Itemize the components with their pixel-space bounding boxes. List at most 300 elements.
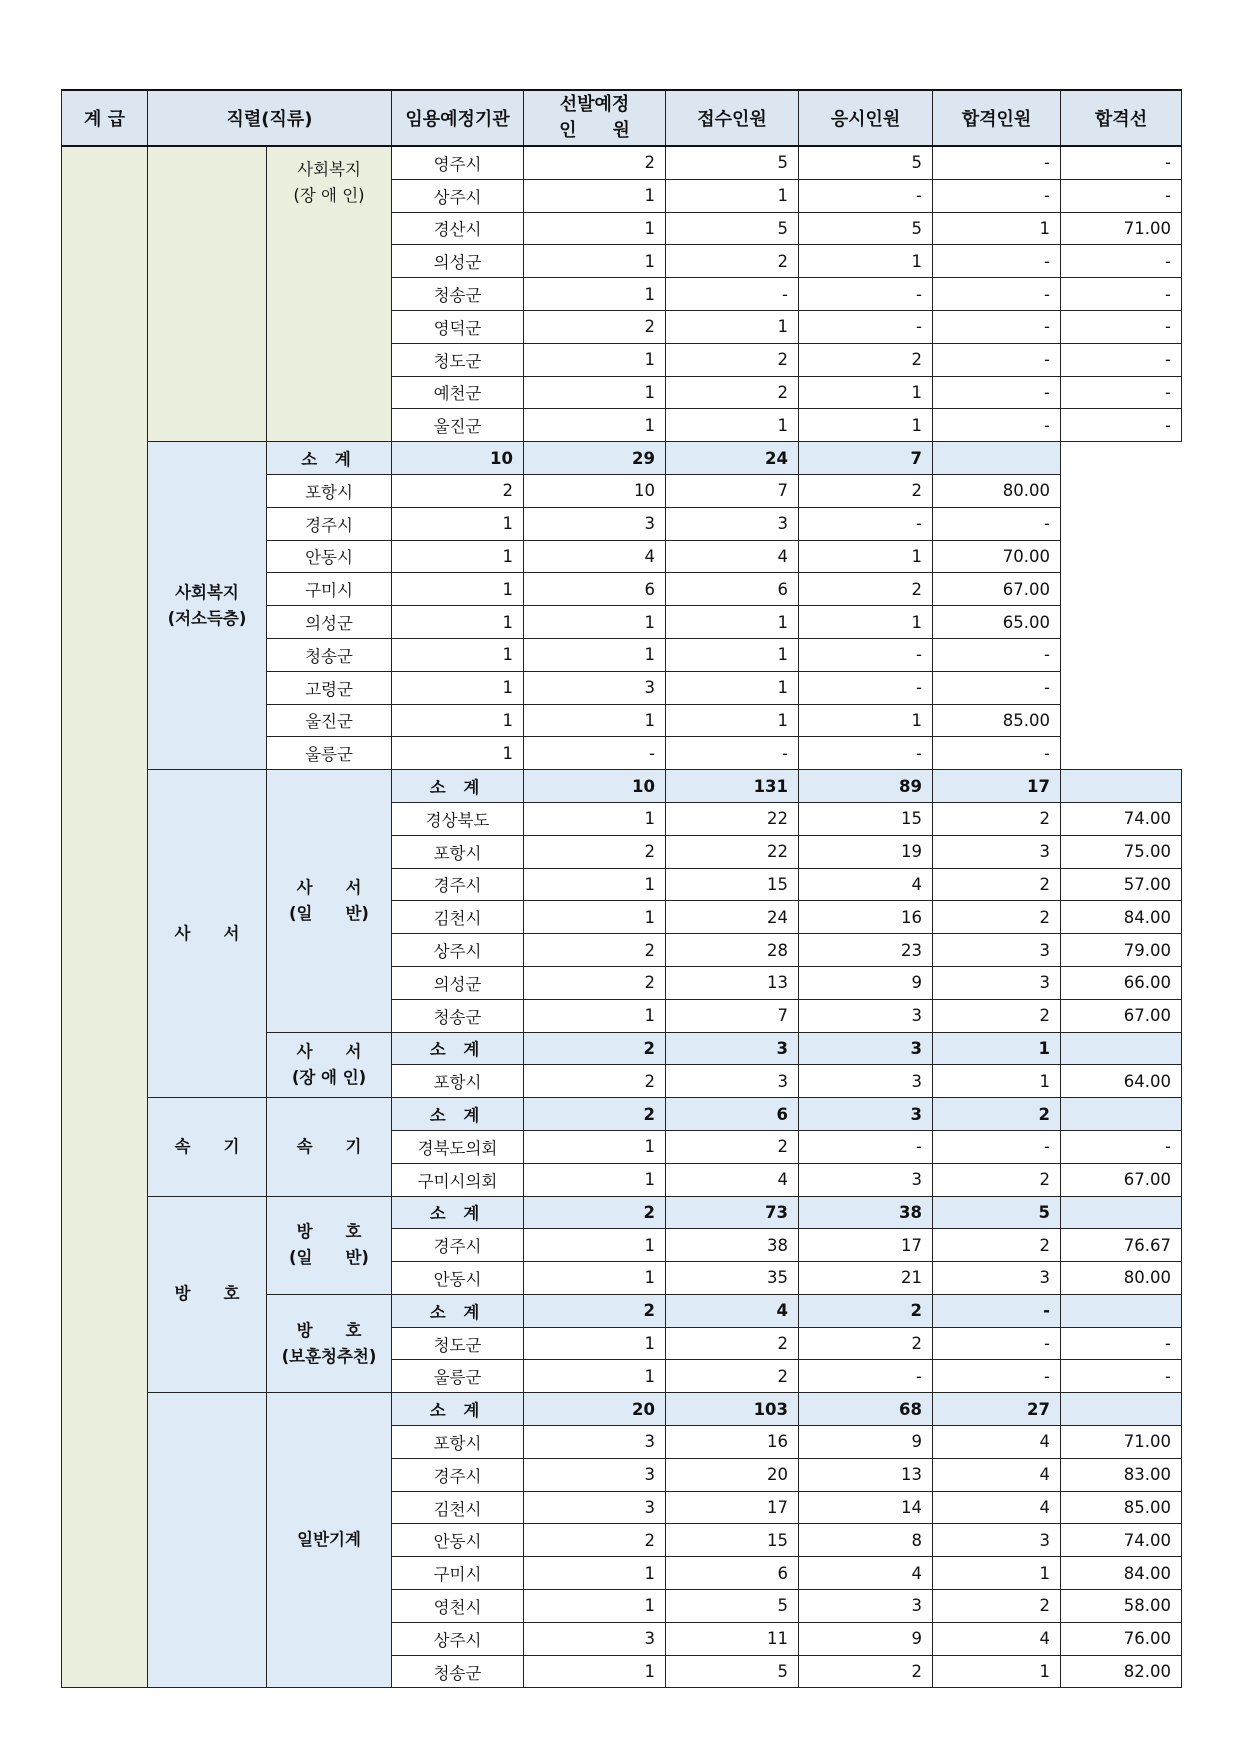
planned-cell: 1 <box>524 1229 666 1262</box>
agency-cell: 고령군 <box>267 671 392 704</box>
series-security-line1: 방 호 <box>174 1284 240 1304</box>
series-stenography <box>148 1098 267 1196</box>
passed-cell: 3 <box>933 1524 1061 1557</box>
applied-cell: 5 <box>666 212 799 245</box>
cutoff-cell <box>1061 1098 1182 1131</box>
passed-cell: - <box>933 1327 1061 1360</box>
applied-cell: 4 <box>666 1163 799 1196</box>
spec-librarian-general-line1: 사 서 <box>296 877 362 897</box>
applied-cell: 2 <box>666 343 799 376</box>
header-row <box>62 90 1182 146</box>
passed-cell: 1 <box>933 1655 1061 1688</box>
tested-cell: 19 <box>799 835 933 868</box>
spec-welfare-lowincome-line2: (저소득층) <box>167 608 247 628</box>
cutoff-cell: - <box>1061 1360 1182 1393</box>
header-applied: 접수인원 <box>666 90 799 146</box>
agency-cell: 소 계 <box>392 1032 524 1065</box>
passed-cell: 1 <box>799 540 933 573</box>
spec-stenography-line1: 속 기 <box>296 1136 362 1156</box>
applied-cell: 28 <box>666 934 799 967</box>
applied-cell: 35 <box>666 1262 799 1295</box>
applied-cell: 6 <box>666 1557 799 1590</box>
spec-librarian-general <box>267 770 392 1032</box>
tested-cell: 16 <box>799 901 933 934</box>
spec-security-veteran-line1: 방 호 <box>296 1320 362 1340</box>
series-librarian <box>148 770 267 1098</box>
cutoff-cell: 85.00 <box>933 704 1061 737</box>
passed-cell: - <box>933 409 1061 442</box>
planned-cell: 2 <box>524 966 666 999</box>
planned-cell: 20 <box>524 1393 666 1426</box>
spec-stenography <box>267 1098 392 1196</box>
applied-cell: 13 <box>666 966 799 999</box>
agency-cell: 예천군 <box>392 376 524 409</box>
tested-cell: - <box>799 179 933 212</box>
applied-cell: 131 <box>666 770 799 803</box>
subtotal-row <box>62 442 1182 475</box>
passed-cell: 17 <box>933 770 1061 803</box>
applied-cell: 5 <box>666 146 799 179</box>
applied-cell: 7 <box>666 999 799 1032</box>
agency-cell: 소 계 <box>392 1393 524 1426</box>
spec-security-general-line1: 방 호 <box>296 1222 362 1242</box>
spec-security-general <box>267 1196 392 1294</box>
cutoff-cell <box>1061 1196 1182 1229</box>
cutoff-cell: - <box>1061 179 1182 212</box>
applied-cell: 3 <box>524 671 666 704</box>
agency-cell: 경주시 <box>392 1229 524 1262</box>
header-planned-line2: 인 원 <box>559 120 630 141</box>
agency-cell: 청도군 <box>392 343 524 376</box>
tested-cell: 1 <box>799 409 933 442</box>
planned-cell: 3 <box>524 1622 666 1655</box>
cutoff-cell: 67.00 <box>1061 999 1182 1032</box>
applied-cell: 2 <box>666 1360 799 1393</box>
cutoff-cell: 70.00 <box>933 540 1061 573</box>
planned-cell: 1 <box>524 1262 666 1295</box>
planned-cell: 2 <box>524 835 666 868</box>
tested-cell: - <box>666 737 799 770</box>
planned-cell: 3 <box>524 1426 666 1459</box>
spec-machinery-general-line1: 일반기계 <box>297 1530 361 1550</box>
subtotal-row <box>62 770 1182 803</box>
tested-cell: 9 <box>799 1426 933 1459</box>
passed-cell: - <box>799 507 933 540</box>
tested-cell: 6 <box>666 573 799 606</box>
applied-cell: 5 <box>666 1655 799 1688</box>
cutoff-cell: 66.00 <box>1061 966 1182 999</box>
passed-cell: 4 <box>933 1491 1061 1524</box>
passed-cell: 1 <box>799 704 933 737</box>
planned-cell: 1 <box>524 409 666 442</box>
tested-cell: - <box>799 310 933 343</box>
agency-cell: 경주시 <box>392 868 524 901</box>
passed-cell: - <box>933 376 1061 409</box>
agency-cell: 의성군 <box>392 245 524 278</box>
passed-cell: - <box>933 1130 1061 1163</box>
tested-cell: - <box>799 1130 933 1163</box>
tested-cell: 4 <box>666 540 799 573</box>
applied-cell: 2 <box>666 1130 799 1163</box>
planned-cell: 1 <box>524 1590 666 1623</box>
agency-cell: 소 계 <box>392 1098 524 1131</box>
tested-cell: 1 <box>666 704 799 737</box>
cutoff-cell: - <box>933 737 1061 770</box>
passed-cell: 2 <box>933 901 1061 934</box>
tested-cell: 24 <box>666 442 799 475</box>
passed-cell: - <box>933 146 1061 179</box>
spec-welfare-disabled <box>267 146 392 442</box>
cutoff-cell: - <box>1061 409 1182 442</box>
header-cutoff: 합격선 <box>1061 90 1182 146</box>
spec-security-veteran-line2: (보훈청추천) <box>281 1346 377 1366</box>
planned-cell: 1 <box>524 1327 666 1360</box>
planned-cell: 1 <box>392 507 524 540</box>
planned-cell: 1 <box>524 212 666 245</box>
tested-cell: 3 <box>799 999 933 1032</box>
agency-cell: 청송군 <box>392 1655 524 1688</box>
cutoff-cell <box>1061 1393 1182 1426</box>
passed-cell: 2 <box>933 1590 1061 1623</box>
planned-cell: 2 <box>524 1294 666 1327</box>
agency-cell: 포항시 <box>267 474 392 507</box>
tested-cell: 2 <box>799 343 933 376</box>
planned-cell: 1 <box>392 671 524 704</box>
applied-cell: 6 <box>666 1098 799 1131</box>
passed-cell: 2 <box>933 868 1061 901</box>
passed-cell: 2 <box>933 802 1061 835</box>
planned-cell: 1 <box>524 179 666 212</box>
passed-cell: 4 <box>933 1458 1061 1491</box>
tested-cell: 5 <box>799 212 933 245</box>
agency-cell: 김천시 <box>392 1491 524 1524</box>
cutoff-cell: 64.00 <box>1061 1065 1182 1098</box>
planned-cell: 2 <box>524 1196 666 1229</box>
spec-security-veteran <box>267 1294 392 1392</box>
agency-cell: 소 계 <box>392 770 524 803</box>
cutoff-cell: 76.00 <box>1061 1622 1182 1655</box>
tested-cell: 23 <box>799 934 933 967</box>
tested-cell: 1 <box>666 671 799 704</box>
agency-cell: 포항시 <box>392 1065 524 1098</box>
spec-welfare-disabled-line2: (장 애 인) <box>293 186 365 205</box>
tested-cell: 3 <box>799 1163 933 1196</box>
planned-cell: 1 <box>392 704 524 737</box>
cutoff-cell: 83.00 <box>1061 1458 1182 1491</box>
agency-cell: 김천시 <box>392 901 524 934</box>
cutoff-cell: 84.00 <box>1061 1557 1182 1590</box>
passed-cell: 1 <box>933 1032 1061 1065</box>
planned-cell: 1 <box>524 999 666 1032</box>
cutoff-cell: - <box>933 507 1061 540</box>
cutoff-cell: - <box>1061 245 1182 278</box>
tested-cell: 7 <box>666 474 799 507</box>
planned-cell: 1 <box>524 1163 666 1196</box>
series-machinery-blank <box>148 1393 267 1688</box>
applied-cell: 3 <box>666 1065 799 1098</box>
passed-cell: - <box>933 179 1061 212</box>
agency-cell: 소 계 <box>392 1196 524 1229</box>
agency-cell: 소 계 <box>392 1294 524 1327</box>
applied-cell: 22 <box>666 835 799 868</box>
passed-cell: - <box>799 671 933 704</box>
agency-cell: 의성군 <box>392 966 524 999</box>
applied-cell: 11 <box>666 1622 799 1655</box>
passed-cell: 2 <box>799 474 933 507</box>
planned-cell: 1 <box>524 1557 666 1590</box>
applied-cell: - <box>524 737 666 770</box>
applied-cell: 1 <box>666 310 799 343</box>
tested-cell: 21 <box>799 1262 933 1295</box>
spec-librarian-disabled <box>267 1032 392 1098</box>
passed-cell: - <box>799 638 933 671</box>
planned-cell: 1 <box>524 343 666 376</box>
cutoff-cell: 67.00 <box>933 573 1061 606</box>
header-tested: 응시인원 <box>799 90 933 146</box>
agency-cell: 울진군 <box>392 409 524 442</box>
agency-cell: 경주시 <box>267 507 392 540</box>
planned-cell: 1 <box>524 901 666 934</box>
passed-cell: 3 <box>933 835 1061 868</box>
spec-welfare-lowincome <box>148 442 267 770</box>
tested-cell: 13 <box>799 1458 933 1491</box>
cutoff-cell: - <box>933 638 1061 671</box>
applied-cell: 16 <box>666 1426 799 1459</box>
applied-cell: 1 <box>666 409 799 442</box>
planned-cell: 2 <box>524 1098 666 1131</box>
applied-cell: 103 <box>666 1393 799 1426</box>
passed-cell: - <box>933 1294 1061 1327</box>
planned-cell: 3 <box>524 1458 666 1491</box>
planned-cell: 1 <box>524 802 666 835</box>
spec-welfare-lowincome-line1: 사회복지 <box>175 582 239 602</box>
cutoff-cell: - <box>1061 278 1182 311</box>
header-agency: 임용예정기관 <box>392 90 524 146</box>
tested-cell: - <box>799 278 933 311</box>
planned-cell: 1 <box>524 1130 666 1163</box>
agency-cell: 청송군 <box>392 278 524 311</box>
applied-cell: 1 <box>666 179 799 212</box>
agency-cell: 울릉군 <box>267 737 392 770</box>
applied-cell: 73 <box>666 1196 799 1229</box>
passed-cell: 4 <box>933 1426 1061 1459</box>
cutoff-cell: 80.00 <box>1061 1262 1182 1295</box>
agency-cell: 상주시 <box>392 934 524 967</box>
header-series: 직렬(직류) <box>148 90 392 146</box>
agency-cell: 영주시 <box>392 146 524 179</box>
agency-cell: 구미시 <box>267 573 392 606</box>
cutoff-cell: 74.00 <box>1061 802 1182 835</box>
agency-cell: 청송군 <box>267 638 392 671</box>
agency-cell: 울진군 <box>267 704 392 737</box>
applied-cell: 1 <box>524 704 666 737</box>
cutoff-cell: 67.00 <box>1061 1163 1182 1196</box>
agency-cell: 청도군 <box>392 1327 524 1360</box>
applied-cell: 4 <box>666 1294 799 1327</box>
cutoff-cell <box>1061 1294 1182 1327</box>
header-rank: 계 급 <box>62 90 148 146</box>
cutoff-cell: 82.00 <box>1061 1655 1182 1688</box>
rank-cell <box>62 146 148 1688</box>
agency-cell: 구미시의회 <box>392 1163 524 1196</box>
tested-cell: 3 <box>799 1590 933 1623</box>
tested-cell: 2 <box>799 1294 933 1327</box>
planned-cell: 1 <box>392 737 524 770</box>
agency-cell: 의성군 <box>267 606 392 639</box>
passed-cell: 3 <box>933 966 1061 999</box>
passed-cell: - <box>933 310 1061 343</box>
planned-cell: 1 <box>524 1655 666 1688</box>
passed-cell: 7 <box>799 442 933 475</box>
cutoff-cell: 75.00 <box>1061 835 1182 868</box>
planned-cell: 1 <box>524 245 666 278</box>
planned-cell: 2 <box>524 1065 666 1098</box>
planned-cell: 2 <box>524 1032 666 1065</box>
tested-cell: 3 <box>799 1032 933 1065</box>
planned-cell: 1 <box>392 573 524 606</box>
subtotal-row <box>62 1098 1182 1131</box>
spec-librarian-disabled-line1: 사 서 <box>296 1041 362 1061</box>
tested-cell: 9 <box>799 966 933 999</box>
tested-cell: 4 <box>799 1557 933 1590</box>
cutoff-cell: - <box>1061 376 1182 409</box>
applied-cell: 2 <box>666 376 799 409</box>
series-security <box>148 1196 267 1393</box>
recruitment-results-table <box>61 89 1182 1688</box>
passed-cell: 5 <box>933 1196 1061 1229</box>
planned-cell: 1 <box>524 868 666 901</box>
tested-cell: 17 <box>799 1229 933 1262</box>
planned-cell: 1 <box>392 540 524 573</box>
applied-cell: 4 <box>524 540 666 573</box>
applied-cell: 29 <box>524 442 666 475</box>
cutoff-cell: 58.00 <box>1061 1590 1182 1623</box>
passed-cell: 3 <box>933 1262 1061 1295</box>
passed-cell: 2 <box>933 1229 1061 1262</box>
passed-cell: 2 <box>933 999 1061 1032</box>
header-passed: 합격인원 <box>933 90 1061 146</box>
tested-cell: 4 <box>799 868 933 901</box>
cutoff-cell <box>1061 1032 1182 1065</box>
planned-cell: 2 <box>524 1524 666 1557</box>
tested-cell: 15 <box>799 802 933 835</box>
series-stenography-line1: 속 기 <box>174 1136 240 1156</box>
applied-cell: 17 <box>666 1491 799 1524</box>
passed-cell: 1 <box>933 212 1061 245</box>
series-librarian-line1: 사 서 <box>174 923 240 943</box>
applied-cell: - <box>666 278 799 311</box>
agency-cell: 영덕군 <box>392 310 524 343</box>
passed-cell: 27 <box>933 1393 1061 1426</box>
applied-cell: 2 <box>666 1327 799 1360</box>
applied-cell: 3 <box>666 1032 799 1065</box>
tested-cell: 3 <box>799 1065 933 1098</box>
cutoff-cell: - <box>1061 146 1182 179</box>
tested-cell: 1 <box>799 376 933 409</box>
passed-cell: - <box>933 278 1061 311</box>
tested-cell: 5 <box>799 146 933 179</box>
planned-cell: 2 <box>392 474 524 507</box>
tested-cell: 8 <box>799 1524 933 1557</box>
cutoff-cell <box>933 442 1061 475</box>
passed-cell: 1 <box>799 606 933 639</box>
tested-cell: 89 <box>799 770 933 803</box>
agency-cell: 청송군 <box>392 999 524 1032</box>
agency-cell: 안동시 <box>267 540 392 573</box>
tested-cell: 2 <box>799 1655 933 1688</box>
cutoff-cell: 85.00 <box>1061 1491 1182 1524</box>
agency-cell: 구미시 <box>392 1557 524 1590</box>
tested-cell: 3 <box>666 507 799 540</box>
tested-cell: 1 <box>666 606 799 639</box>
agency-cell: 경산시 <box>392 212 524 245</box>
planned-cell: 2 <box>524 310 666 343</box>
cutoff-cell: - <box>1061 1130 1182 1163</box>
applied-cell: 24 <box>666 901 799 934</box>
passed-cell: 1 <box>933 1065 1061 1098</box>
planned-cell: 3 <box>524 1491 666 1524</box>
passed-cell: 2 <box>933 1098 1061 1131</box>
cutoff-cell: - <box>1061 343 1182 376</box>
applied-cell: 20 <box>666 1458 799 1491</box>
planned-cell: 10 <box>392 442 524 475</box>
agency-cell: 상주시 <box>392 1622 524 1655</box>
passed-cell: 1 <box>933 1557 1061 1590</box>
applied-cell: 1 <box>524 638 666 671</box>
cutoff-cell: 80.00 <box>933 474 1061 507</box>
applied-cell: 15 <box>666 1524 799 1557</box>
agency-cell: 안동시 <box>392 1262 524 1295</box>
agency-cell: 포항시 <box>392 835 524 868</box>
cutoff-cell: 74.00 <box>1061 1524 1182 1557</box>
spec-librarian-general-line2: (일 반) <box>289 903 369 923</box>
agency-cell: 상주시 <box>392 179 524 212</box>
applied-cell: 15 <box>666 868 799 901</box>
passed-cell: 2 <box>799 573 933 606</box>
applied-cell: 22 <box>666 802 799 835</box>
series-group-blank-1 <box>148 146 267 442</box>
agency-cell: 소 계 <box>267 442 392 475</box>
tested-cell: 38 <box>799 1196 933 1229</box>
planned-cell: 1 <box>524 1360 666 1393</box>
spec-security-general-line2: (일 반) <box>289 1248 369 1268</box>
applied-cell: 6 <box>524 573 666 606</box>
agency-cell: 경상북도 <box>392 802 524 835</box>
applied-cell: 2 <box>666 245 799 278</box>
applied-cell: 10 <box>524 474 666 507</box>
passed-cell: 4 <box>933 1622 1061 1655</box>
cutoff-cell: 79.00 <box>1061 934 1182 967</box>
tested-cell: 1 <box>799 245 933 278</box>
planned-cell: 1 <box>524 376 666 409</box>
passed-cell: - <box>933 245 1061 278</box>
cutoff-cell: 76.67 <box>1061 1229 1182 1262</box>
tested-cell: 1 <box>666 638 799 671</box>
agency-cell: 포항시 <box>392 1426 524 1459</box>
applied-cell: 5 <box>666 1590 799 1623</box>
tested-cell: 3 <box>799 1098 933 1131</box>
planned-cell: 1 <box>392 638 524 671</box>
passed-cell: - <box>933 1360 1061 1393</box>
spec-machinery-general <box>267 1393 392 1688</box>
planned-cell: 2 <box>524 146 666 179</box>
planned-cell: 1 <box>392 606 524 639</box>
table-row <box>62 146 1182 179</box>
cutoff-cell: 71.00 <box>1061 212 1182 245</box>
planned-cell: 1 <box>524 278 666 311</box>
agency-cell: 영천시 <box>392 1590 524 1623</box>
planned-cell: 2 <box>524 934 666 967</box>
